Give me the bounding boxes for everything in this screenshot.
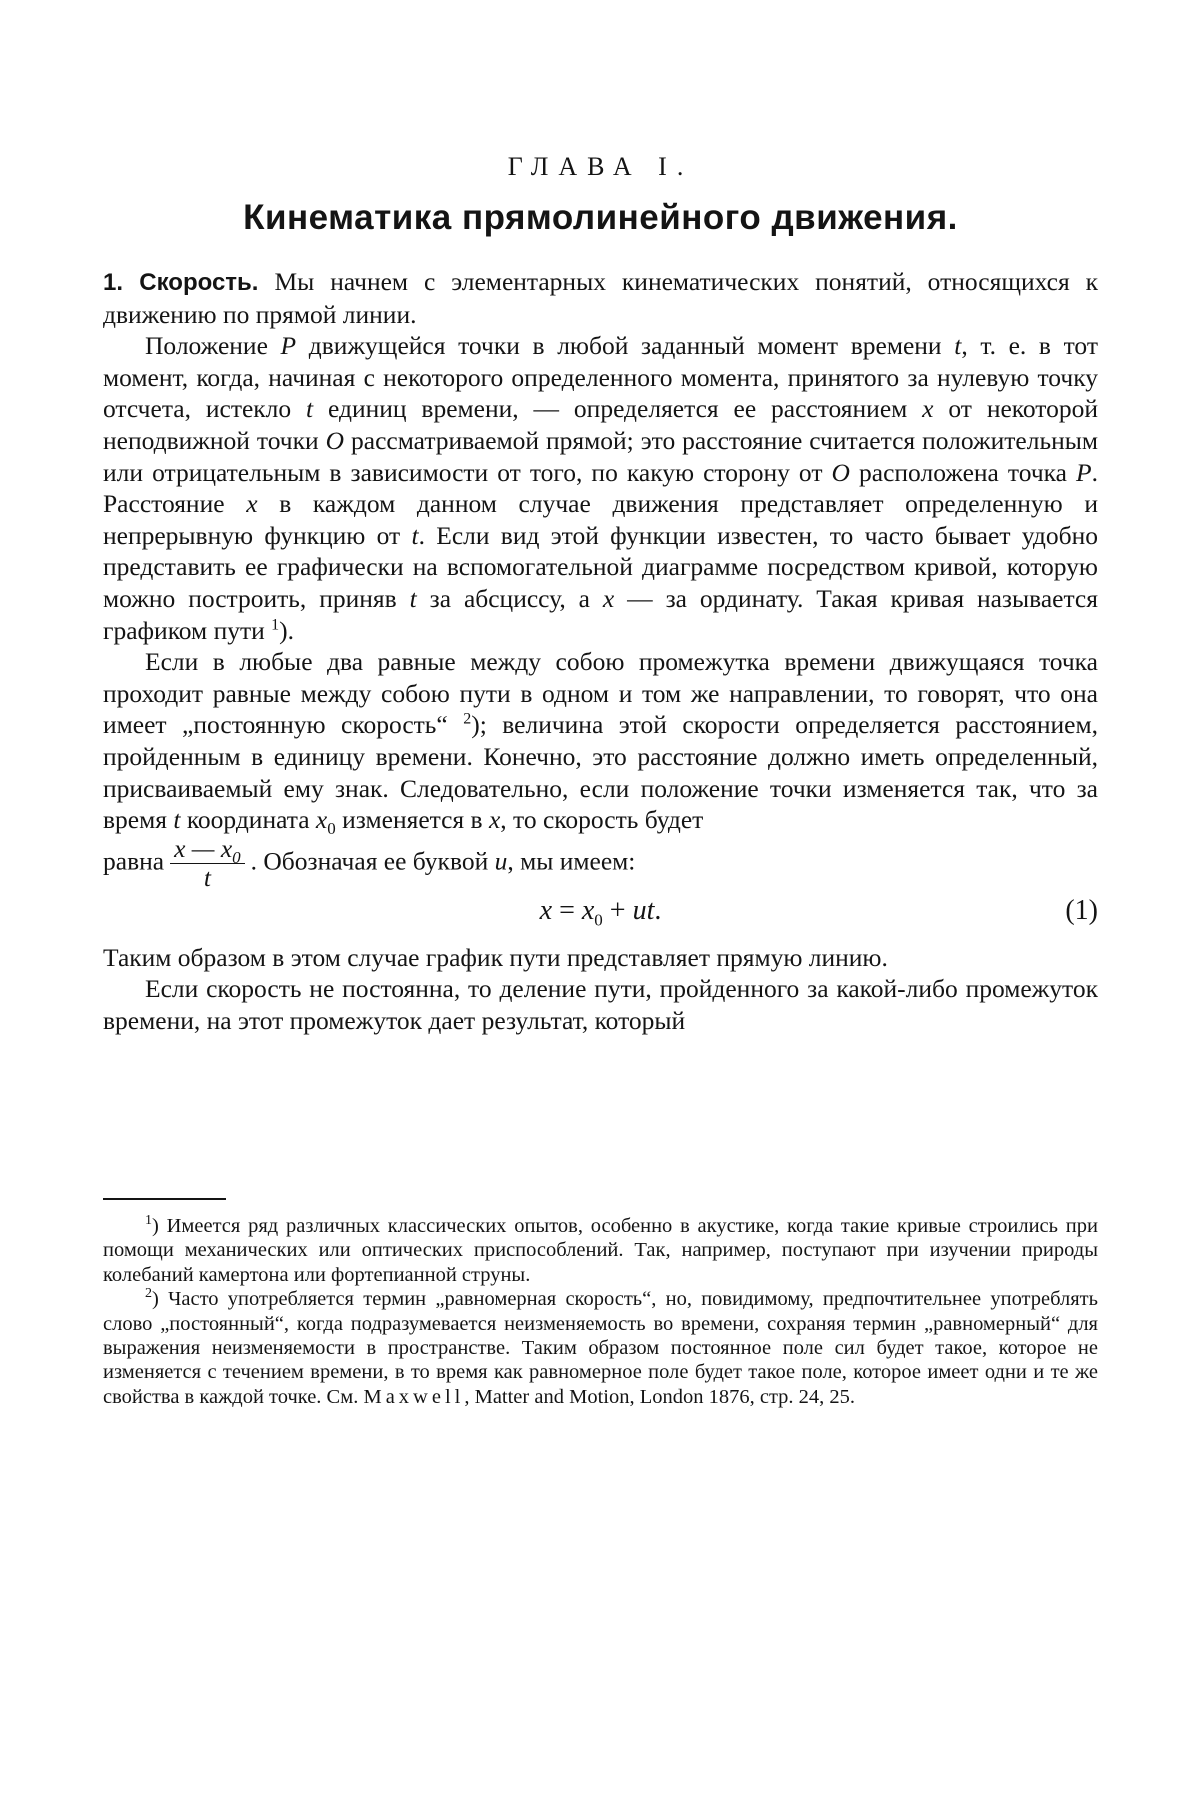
text-run: за абсциссу, а — [416, 583, 603, 613]
text-run: единиц времени, — определяется ее расстоянием — [313, 394, 923, 424]
text-run: — за ординату. Такая кривая называется графиком пути — [103, 583, 1098, 645]
body-text — [103, 266, 1098, 1036]
section-heading: 1. Скорость. — [103, 269, 259, 296]
paragraph-position — [103, 330, 1098, 646]
math-symbol: t — [306, 394, 314, 424]
math-symbol: t — [954, 331, 962, 361]
paragraph-variable-velocity: Если скорость не постоянна, то деление пути, пройденного за какой-либо промежуток времени, на этот промежуток дает результат, который — [103, 974, 1098, 1035]
paragraph-text: Мы начнем с элементарных кинематических понятий, относящихся к движению по прямой линии. — [103, 267, 1099, 329]
math-symbol: t — [173, 805, 181, 835]
text-run: ). — [279, 615, 295, 645]
text-run: . Обозначая ее буквой — [250, 846, 495, 876]
math-symbol: O — [831, 457, 850, 487]
equation-lhs: x — [539, 894, 553, 926]
equation-number: (1) — [1065, 894, 1098, 926]
chapter-title: Кинематика прямолинейного движения. — [243, 198, 958, 237]
footnote-author: Maxwell — [363, 1385, 465, 1408]
subscript: 0 — [594, 910, 603, 930]
text-run: ); величина этой скорости определяется расстоянием, пройденным в единицу времени. Конечно, это расстояние должно иметь определенный, присваиваемый ему знак. Следовательно, если положение точки изменяется так, что за время — [103, 710, 1098, 835]
footnote-ref: 1 — [271, 616, 280, 634]
text-run: Положение — [145, 331, 281, 361]
math-symbol: u — [494, 846, 508, 876]
fraction-line — [103, 833, 1098, 892]
equation-x0: x — [581, 894, 595, 926]
text-run: координата — [180, 805, 316, 835]
text-run: расположена точка — [849, 457, 1077, 487]
math-symbol: x — [922, 394, 934, 424]
text-run: . Расстояние — [103, 457, 1098, 519]
math-symbol: P — [1076, 457, 1092, 487]
text-run: равна — [103, 846, 165, 876]
text-run: Если в любые два равные между собою промежутка времени движущаяся точка проходит равные между собою пути в одном и том же направлении, то говорят, что она имеет „постоянную скорость“ — [103, 647, 1098, 740]
subscript: 0 — [232, 847, 241, 867]
plus-sign: + — [602, 894, 633, 926]
footnote-2 — [103, 1287, 1098, 1409]
footnote-mark: 1 — [145, 1213, 152, 1229]
math-symbol: x — [246, 489, 258, 519]
footnotes — [103, 1214, 1098, 1409]
paragraph-section-1 — [103, 266, 1098, 330]
math-symbol: x — [488, 805, 501, 835]
subscript: 0 — [327, 819, 336, 839]
footnote-rule — [103, 1198, 226, 1200]
text-run: рассматриваемой прямой; это расстояние считается положительным или отрицательным в зависимости от того, по какую сторону от — [103, 425, 1098, 487]
text-run: . Если вид этой функции известен, то часто бывает удобно представить ее графически на вспомогательной диаграмме посредством кривой, которую можно построить, приняв — [103, 520, 1098, 613]
equation-dot: . — [654, 894, 662, 926]
math-symbol: O — [325, 425, 345, 455]
footnote-mark: 2 — [145, 1286, 152, 1302]
fraction-numerator — [170, 833, 245, 867]
paragraph-graph-line: Таким образом в этом случае график пути представляет прямую линию. — [103, 942, 888, 972]
math-symbol: x — [315, 805, 328, 835]
equation-1 — [103, 880, 1098, 942]
fraction-denominator: t — [203, 862, 211, 892]
text-run: от некоторой неподвижной точки — [103, 394, 1099, 455]
math-symbol: t — [409, 583, 417, 613]
equation-ut: ut — [632, 894, 655, 926]
text-run: , т. е. в тот момент, когда, начиная с некоторого определенного момента, принятого за нулевую точку отсчета, истекло — [103, 331, 1098, 424]
footnote-text: ) Имеется ряд различных классических опытов, особенно в акустике, когда такие кривые строились при помощи механических или оптических приспособлений. Так, например, поступают при изучении природы колебаний камертона или фортепианной струны. — [103, 1215, 1098, 1286]
footnote-1 — [103, 1214, 1098, 1287]
math-symbol: P — [280, 331, 297, 361]
text-run: в каждом данном случае движения представляет определенную и непрерывную функцию от — [103, 489, 1098, 550]
equals-sign: = — [552, 894, 582, 926]
paragraph-constant-velocity — [103, 646, 1098, 839]
text-run: движущейся точки в любой заданный момент времени — [296, 331, 955, 361]
numerator-text: x — x — [174, 833, 233, 863]
math-symbol: t — [411, 520, 419, 550]
text-run: изменяется в — [335, 805, 489, 835]
math-symbol: x — [602, 583, 615, 613]
text-run: , мы имеем: — [507, 846, 636, 876]
footnote-text: ) Часто употребляется термин „равномерная скорость“, но, повидимому, предпочтительнее употреблять слово „постоянный“, когда подразумевается неизменяемость во времени, сохраняя термин „равномерный“ для выражения неизменяемости в пространстве. Таким образом постоянное поле сил будет такое, которое не изменяется с течением времени, в то время как равномерное поле будет такое поле, которое имеет одни и те же свойства в каждой точке. См. — [103, 1288, 1098, 1408]
footnote-ref: 2 — [463, 710, 472, 728]
chapter-label: ГЛАВА I. — [507, 152, 694, 181]
text-run: , то скорость будет — [500, 805, 704, 835]
footnote-text: , Matter and Motion, London 1876, стр. 24, 25. — [464, 1385, 856, 1408]
